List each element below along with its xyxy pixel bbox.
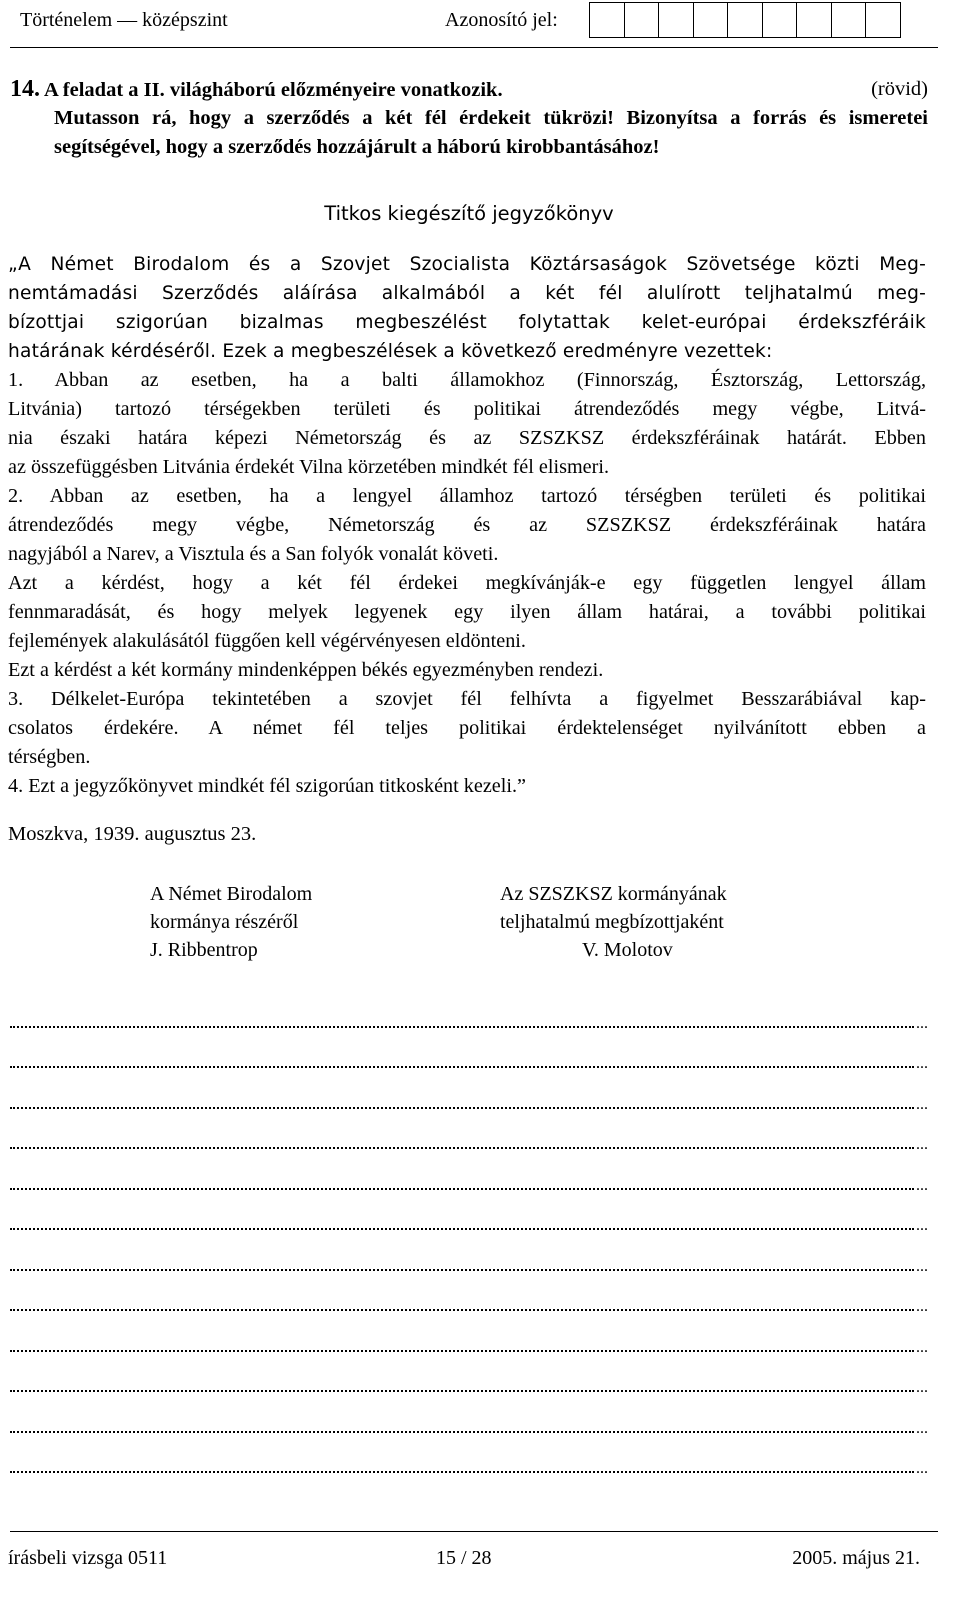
answer-line[interactable] <box>10 1084 928 1125</box>
text-line: Azt a kérdést, hogy a két fél érdekei megkívánják-e egy független lengyel állam <box>8 572 926 594</box>
answer-line[interactable] <box>10 1449 928 1490</box>
source-question <box>8 569 926 656</box>
text-line: nemtámadási Szerződés aláírása alkalmából a két fél alulírott teljhatalmú meg- <box>8 283 926 304</box>
source-point-4: 4. Ezt a jegyzőkönyvet mindkét fél szigorúan titkosként kezeli.” <box>8 775 526 797</box>
answer-line[interactable] <box>10 1206 928 1247</box>
answer-line[interactable] <box>10 1044 928 1085</box>
id-digit-box[interactable] <box>589 2 625 38</box>
source-point-2 <box>8 482 926 569</box>
source-title: Titkos kiegészítő jegyzőkönyv <box>324 202 614 225</box>
text-line: bízottjai szigorúan bizalmas megbeszélést folytattak kelet-európai érdekszféráik <box>8 312 926 333</box>
id-digit-box[interactable] <box>624 2 660 38</box>
text-line: fennmaradását, és hogy melyek legyenek egy ilyen állam határai, a további politikai <box>8 601 926 623</box>
answer-line[interactable] <box>10 1125 928 1166</box>
answer-line[interactable] <box>10 1327 928 1368</box>
signatory-name: J. Ribbentrop <box>150 939 258 961</box>
id-digit-box[interactable] <box>727 2 763 38</box>
signature-line: teljhatalmú megbízottjaként <box>500 911 724 933</box>
text-line: 3. Délkelet-Európa tekintetében a szovjet fél felhívta a figyelmet Besszarábiával kap- <box>8 688 926 710</box>
source-intro <box>8 250 926 366</box>
text-line: Litvánia) tartozó térségekben területi és politikai átrendeződés megy végbe, Litvá- <box>8 398 926 420</box>
exam-date: 2005. május 21. <box>792 1547 920 1569</box>
footer-divider <box>10 1531 938 1532</box>
id-digit-box[interactable] <box>762 2 798 38</box>
answer-line[interactable] <box>10 1287 928 1328</box>
answer-line[interactable] <box>10 1246 928 1287</box>
source-point-3 <box>8 685 926 772</box>
signature-line: kormánya részéről <box>150 911 299 933</box>
task-block <box>10 75 928 162</box>
id-boxes <box>590 2 901 38</box>
answer-line[interactable] <box>10 1368 928 1409</box>
id-digit-box[interactable] <box>831 2 867 38</box>
answer-area[interactable] <box>10 1003 928 1489</box>
page-number: 15 / 28 <box>436 1547 492 1569</box>
source-point-1 <box>8 366 926 482</box>
exam-code: írásbeli vizsga 0511 <box>8 1547 168 1569</box>
text-line: 1. Abban az esetben, ha a balti államokhoz (Finnország, Észtország, Lettország, <box>8 369 926 391</box>
source-settlement: Ezt a kérdést a két kormány mindenképpen békés egyezményben rendezi. <box>8 659 604 681</box>
text-line: térségben. <box>8 746 91 768</box>
text-line: fejlemények alakulásától függően kell végérvényesen eldönteni. <box>8 630 526 652</box>
task-instruction: Mutasson rá, hogy a szerződés a két fél érdekeit tükrözi! Bizonyítsa a forrás és ismeretei segítségével, hogy a szerződés hozzájárult a háború kirobbantásához! <box>54 107 928 158</box>
text-line: nia északi határa képezi Németország és az SZSZKSZ érdekszféráinak határát. Ebben <box>8 427 926 449</box>
text-line: határának kérdéséről. Ezek a megbeszélések a következő eredményre vezettek: <box>8 341 773 362</box>
header-divider <box>10 47 938 48</box>
source-text <box>8 250 926 801</box>
answer-line[interactable] <box>10 1003 928 1044</box>
task-kind: (rövid) <box>871 78 928 100</box>
id-label: Azonosító jel: <box>445 9 558 31</box>
text-line: az összefüggésben Litvánia érdekét Vilna körzetében mindkét fél elismeri. <box>8 456 610 478</box>
signature-line: Az SZSZKSZ kormányának <box>500 883 727 905</box>
id-digit-box[interactable] <box>796 2 832 38</box>
text-line: „A Német Birodalom és a Szovjet Szocialista Köztársaságok Szövetsége közti Meg- <box>8 254 926 275</box>
signature-german <box>150 880 312 964</box>
id-digit-box[interactable] <box>658 2 694 38</box>
text-line: nagyjából a Narev, a Visztula és a San folyók vonalát követi. <box>8 543 499 565</box>
text-line: átrendeződés megy végbe, Németország és az SZSZKSZ érdekszféráinak határa <box>8 514 926 536</box>
exam-subject: Történelem — középszint <box>20 9 228 31</box>
answer-line[interactable] <box>10 1408 928 1449</box>
answer-line[interactable] <box>10 1165 928 1206</box>
place-date: Moszkva, 1939. augusztus 23. <box>8 823 257 845</box>
id-digit-box[interactable] <box>865 2 901 38</box>
signature-soviet <box>500 880 727 964</box>
text-line: 2. Abban az esetben, ha a lengyel államhoz tartozó térségben területi és politikai <box>8 485 926 507</box>
task-title: A feladat a II. világháború előzményeire vonatkozik. <box>44 79 503 101</box>
text-line: csolatos érdekére. A német fél teljes politikai érdektelenséget nyilvánított ebben a <box>8 717 926 739</box>
signature-line: A Német Birodalom <box>150 883 313 905</box>
task-number: 14. <box>10 76 40 102</box>
id-digit-box[interactable] <box>693 2 729 38</box>
signatory-name: V. Molotov <box>582 939 673 961</box>
